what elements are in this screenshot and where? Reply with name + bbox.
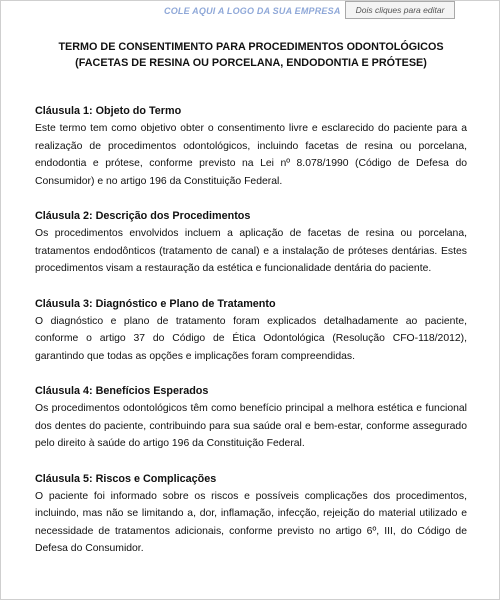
clause-5-heading: Cláusula 5: Riscos e Complicações	[35, 472, 217, 485]
editor-toolbar	[0, 0, 500, 26]
clause-5	[35, 471, 467, 558]
clause-1-text: Este termo tem como objetivo obter o consentimento livre e esclarecido do paciente para a realização de procedimentos odontológicos, incluindo facetas de resina ou porcelana, endodontia e prótese, conforme previsto na Lei nº 8.078/1990 (Código de Defesa do Consumidor) e no artigo 196 da Constituição Federal.	[35, 123, 467, 187]
document-title-line-2: (FACETAS DE RESINA OU PORCELANA, ENDODONTIA E PRÓTESE)	[75, 57, 427, 69]
clause-4-heading: Cláusula 4: Benefícios Esperados	[35, 385, 209, 397]
clause-3-text: O diagnóstico e plano de tratamento foram explicados detalhadamente ao paciente, conforme o artigo 37 do Código de Ética Odontológica (Resolução CFO-118/2012), garantindo que todas as opções e implicações foram compreendidas.	[35, 315, 467, 362]
clause-2	[35, 208, 467, 278]
clause-2-text: Os procedimentos envolvidos incluem a aplicação de facetas de resina ou porcelana, tratamentos endodônticos (tratamento de canal) e a instalação de próteses dentárias. Estes procedimentos visam a restauração da estética e funcionalidade dentária do paciente.	[35, 228, 467, 274]
clause-4	[35, 383, 467, 453]
logo-placeholder[interactable]: COLE AQUI A LOGO DA SUA EMPRESA	[164, 6, 341, 16]
clause-1-heading: Cláusula 1: Objeto do Termo	[35, 105, 182, 117]
clause-4-text: Os procedimentos odontológicos têm como benefício principal a melhora estética e funcional dos dentes do paciente, contribuindo para sua saúde oral e bem-estar, conforme assegurado pelo direito à saúde do artigo 196 da Constituição Federal.	[35, 403, 467, 449]
clause-3-heading: Cláusula 3: Diagnóstico e Plano de Tratamento	[35, 297, 276, 310]
clause-2-heading: Cláusula 2: Descrição dos Procedimentos	[35, 210, 251, 222]
document-title-line-1: TERMO DE CONSENTIMENTO PARA PROCEDIMENTOS ODONTOLÓGICOS	[58, 41, 444, 53]
clause-3	[35, 296, 467, 366]
clause-5-text: O paciente foi informado sobre os riscos e possíveis complicações dos procedimentos, incluindo, mas não se limitando a, dor, inflamação, infecção, rejeição do material utilizado e necessidade de tratamentos adicionais, conforme previsto no artigo 6º, III, do Código de Defesa do Consumidor.	[35, 490, 467, 554]
document-body	[35, 39, 467, 558]
edit-button[interactable]: Dois cliques para editar	[345, 1, 455, 19]
clause-1	[35, 103, 467, 190]
